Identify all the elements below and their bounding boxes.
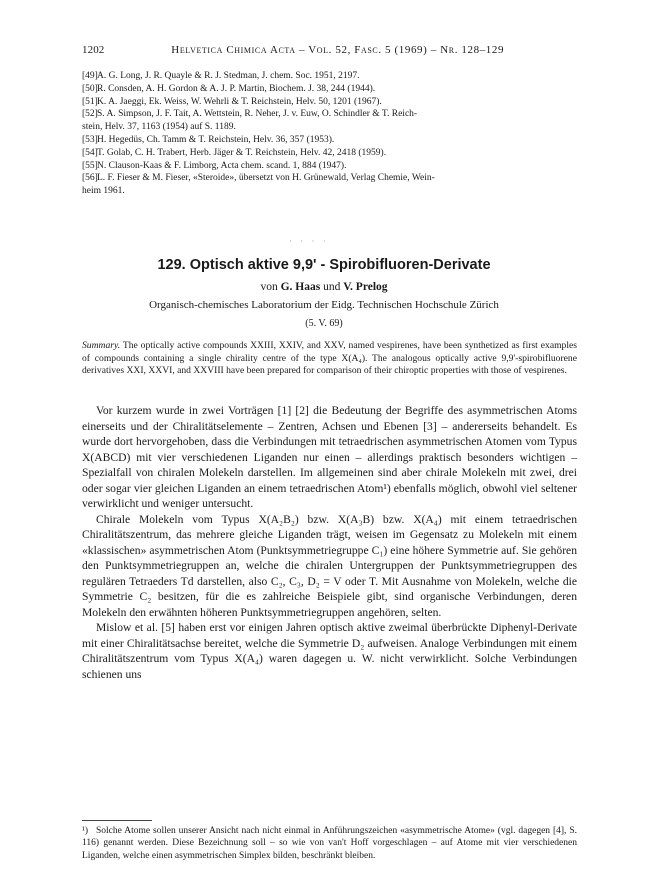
reference-number: [56] — [82, 173, 98, 184]
author-name: V. Prelog — [343, 281, 388, 293]
running-head: Helvetica Chimica Acta – Vol. 52, Fasc. 5 (1969) – Nr. 128–129 — [171, 44, 505, 56]
reference-item — [82, 83, 602, 96]
received-date: (5. V. 69) — [305, 318, 343, 329]
reference-text: L. F. Fieser & M. Fieser, «Steroide», übersetzt von H. Grünewald, Verlag Chemie, Wein- — [97, 173, 435, 184]
reference-text: K. A. Jaeggi, Ek. Weiss, W. Wehrli & T. Reichstein, Helv. 50, 1201 (1967). — [97, 96, 382, 107]
page-number: 1202 — [82, 44, 105, 56]
reference-text: R. Consden, A. H. Gordon & A. J. P. Martin, Biochem. J. 38, 244 (1944). — [97, 83, 376, 94]
reference-item — [82, 108, 602, 121]
article-title: 129. Optisch aktive 9,9' - Spirobifluoren-Derivate — [157, 257, 491, 273]
body-paragraph: Chirale Molekeln vom Typus X(A₂B₂) bzw. X(A₃B) bzw. X(A₄) mit einem tetraedrischen Chiralitätszentrum, das mehrere gleiche Liganden trägt, weisen im Gegensatz zu Molekeln mit einem «klassischen» asymmetrischen Atom (Punktsymmetriegruppe C₁) eine höhere Symmetrie auf. Sie gehören den Punktsymmetriegruppen an, welche die chiralen Untergruppen der Punktsymmetriegruppen des regulären Tetraeders Td darstellen, also C₂, C₃, D₂ = V oder T. Mit Ausnahme von Molekeln, welche die Symmetrie C₂ besitzen, für die es zahlreiche Beispiele gibt, sind organische Verbindungen, deren Molekeln den erwähnten höheren Punktsymmetriegruppen angehören, selten. — [82, 512, 577, 619]
author-affiliation: Organisch-chemisches Laboratorium der Eidg. Technischen Hochschule Zürich — [149, 299, 499, 311]
page-header — [82, 44, 572, 56]
authors-von: von — [260, 281, 278, 293]
summary-text: The optically active compounds XXIII, XXIV, and XXV, named vespirenes, have been synthetized as first examples of compounds containing a single chirality centre of the type X(A₄). The analogous optically active 9,9'-spirobifluorene derivatives XXI, XXVI, and XXVIII have been prepared for comparison of their chiroptic properties with those of vespirenes. — [82, 340, 577, 377]
footnote-text: Solche Atome sollen unserer Ansicht nach nicht einmal in Anführungszeichen «asymmetrische Atome» (vgl. dagegen [4], S. 116) genannt werden. Diese Bezeichnung soll – so wie von van't Hoff vorgeschlagen – auf Atome mit vier verschiedenen Liganden, welche einen asymmetrischen Simplex bilden, beschränkt bleiben. — [82, 826, 577, 861]
authors-und: und — [323, 281, 341, 293]
reference-item — [82, 172, 602, 185]
summary-label: Summary. — [82, 340, 121, 351]
summary-abstract — [82, 340, 577, 378]
reference-number: [52] — [82, 109, 98, 120]
reference-number: [50] — [82, 83, 98, 94]
article-authors — [0, 281, 648, 293]
body-text — [82, 403, 577, 682]
reference-text: S. A. Simpson, J. F. Tait, A. Wettstein, R. Neher, J. v. Euw, O. Schindler & T. Reich- — [97, 109, 418, 120]
footnote — [82, 825, 577, 862]
reference-text: H. Hegedüs, Ch. Tamm & T. Reichstein, Helv. 36, 357 (1953). — [97, 134, 335, 145]
reference-item — [82, 134, 602, 147]
reference-number: [55] — [82, 160, 98, 171]
reference-item — [82, 96, 602, 109]
body-paragraph: Mislow et al. [5] haben erst vor einigen Jahren optisch aktive zweimal überbrückte Diphenyl-Derivate mit einer Chiralitätsachse bereitet, welche die Symmetrie D₂ aufweisen. Analoge Verbindungen mit einem Chiralitätszentrum vom Typus X(A₄) waren dagegen u. W. nicht verwirklicht. Solche Verbindungen schienen uns — [82, 621, 577, 681]
reference-continuation: heim 1961. — [82, 186, 125, 197]
footnote-mark: ¹) — [82, 826, 89, 836]
reference-number: [54] — [82, 147, 98, 158]
reference-list — [82, 70, 602, 198]
reference-text: A. G. Long, J. R. Quayle & R. J. Stedman, J. chem. Soc. 1951, 2197. — [97, 71, 360, 81]
reference-item — [82, 70, 602, 83]
reference-number: [53] — [82, 134, 98, 145]
reference-number: [51] — [82, 96, 98, 107]
reference-text: T. Golab, C. H. Trabert, Herb. Jäger & T. Reichstein, Helv. 42, 2418 (1959). — [97, 147, 387, 158]
section-separator: · · · · — [289, 236, 329, 246]
reference-number: [49] — [82, 71, 98, 81]
reference-text: N. Clauson-Kaas & F. Limborg, Acta chem. scand. 1, 884 (1947). — [97, 160, 347, 171]
author-name: G. Haas — [280, 281, 321, 293]
reference-continuation: stein, Helv. 37, 1163 (1954) auf S. 1189. — [82, 122, 236, 133]
footnote-rule — [82, 820, 152, 821]
reference-item — [82, 147, 602, 160]
reference-item — [82, 160, 602, 173]
body-paragraph: Vor kurzem wurde in zwei Vorträgen [1] [2] die Bedeutung der Begriffe des asymmetrischen Atoms einerseits und der Chiralitätselemente – Zentren, Achsen und Ebenen [3] – andererseits behandelt. Es wurde dort hervorgehoben, dass die Verbindungen mit tetraedrischen asymmetrischen Atomen vom Typus X(ABCD) mit vier verschiedenen Liganden nur einen – allerdings praktisch besonders wichtigen – Spezialfall von chiralen Molekeln darstellen. Im allgemeinen sind aber chirale Molekeln mit zwei, drei oder sogar vier gleichen Liganden an einem tetraedrischen Atom¹) ebenfalls möglich, obwohl viel seltener verwirklicht und weniger untersucht. — [82, 404, 577, 510]
